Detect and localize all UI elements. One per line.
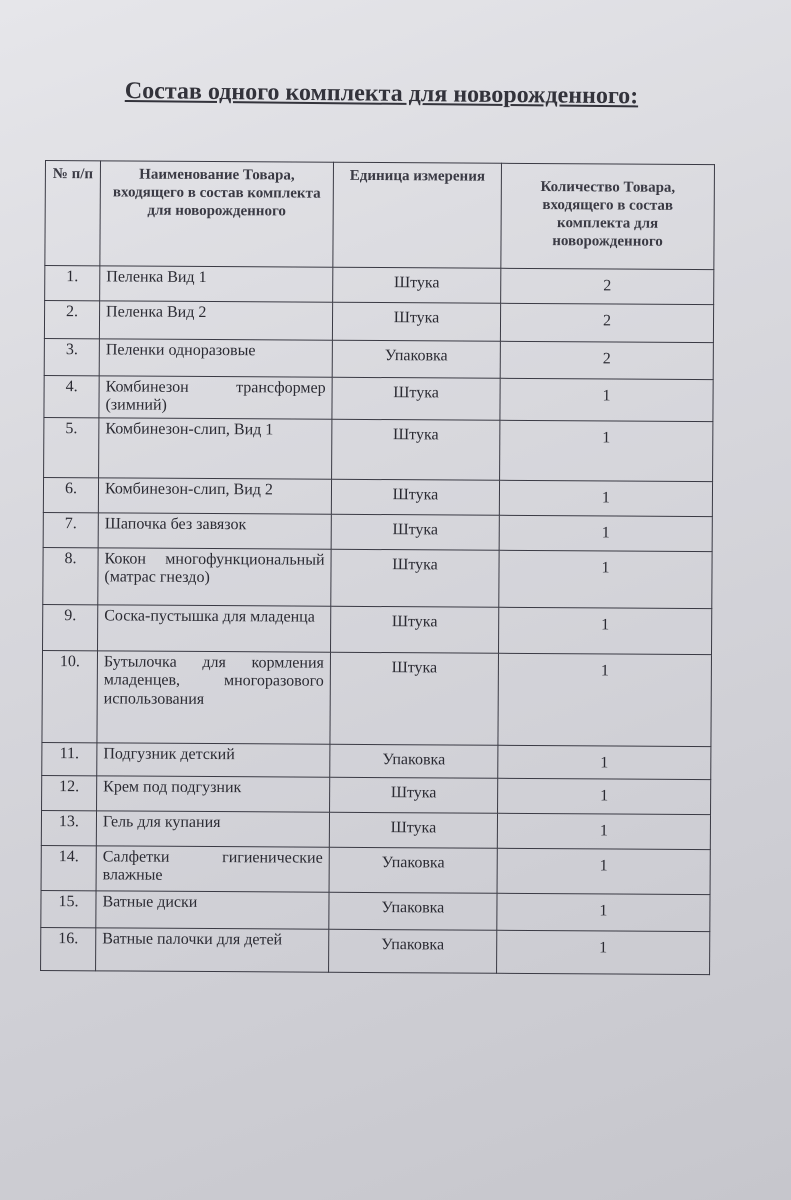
header-number: № п/п [45, 161, 101, 266]
table-row [44, 301, 713, 343]
row-number: 15. [41, 890, 96, 927]
table-row [43, 512, 712, 551]
row-number: 8. [43, 547, 98, 604]
row-number: 2. [44, 301, 99, 339]
item-unit: Штука [330, 606, 498, 653]
table-header-row [45, 161, 715, 270]
row-number: 1. [45, 266, 100, 301]
item-name: Шапочка без завязок [98, 513, 331, 549]
item-unit: Штука [331, 479, 499, 515]
item-name: Гель для купания [96, 811, 329, 847]
table-row [44, 375, 713, 421]
table-row [44, 417, 713, 481]
item-quantity: 1 [499, 550, 712, 608]
item-name: Комбинезон трансформер (зимний) [99, 376, 332, 419]
table-row [41, 890, 710, 931]
row-number: 16. [41, 927, 96, 970]
row-number: 5. [44, 417, 99, 477]
table-row [41, 927, 710, 974]
item-quantity: 1 [497, 893, 710, 931]
table-row [44, 338, 713, 379]
row-number: 11. [42, 742, 97, 775]
item-name: Ватные диски [96, 891, 329, 929]
item-quantity: 2 [500, 341, 713, 379]
item-unit: Штука [332, 302, 500, 341]
row-number: 6. [43, 477, 98, 512]
row-number: 10. [42, 650, 98, 742]
item-unit: Штука [332, 377, 500, 420]
item-unit: Штука [329, 812, 497, 848]
header-unit: Единица измерения [333, 162, 502, 268]
item-name: Крем под подгузник [97, 776, 330, 812]
item-unit: Упаковка [330, 744, 498, 778]
item-quantity: 1 [498, 607, 711, 654]
table-row [45, 266, 714, 305]
table-row [42, 742, 711, 779]
item-name: Соска-пустышка для младенца [98, 605, 331, 652]
item-quantity: 1 [499, 515, 712, 551]
row-number: 4. [44, 375, 99, 417]
item-quantity: 1 [498, 745, 711, 779]
row-number: 3. [44, 338, 99, 375]
header-name: Наименование Товара, входящего в состав комплекта для новорожденного [100, 161, 334, 267]
table-row [42, 650, 712, 746]
item-name: Бутылочка для кормления младенцев, многоразового использования [97, 651, 331, 744]
item-name: Салфетки гигиенические влажные [96, 846, 329, 892]
item-unit: Упаковка [332, 340, 500, 378]
item-quantity: 1 [497, 848, 710, 894]
item-quantity: 2 [501, 268, 714, 304]
table-row [41, 810, 710, 849]
item-unit: Упаковка [329, 847, 497, 893]
item-name: Пеленка Вид 1 [100, 266, 333, 302]
row-number: 14. [41, 845, 96, 890]
item-unit: Штука [331, 549, 499, 607]
item-quantity: 1 [497, 930, 710, 974]
header-quantity: Количество Товара, входящего в состав комплекта для новорожденного [501, 163, 715, 269]
row-number: 7. [43, 512, 98, 547]
item-name: Пеленка Вид 2 [99, 301, 332, 340]
item-unit: Штука [331, 514, 499, 550]
table-row [43, 604, 712, 654]
table-row [43, 477, 712, 516]
item-name: Ватные палочки для детей [96, 928, 329, 972]
item-name: Комбинезон-слип, Вид 2 [98, 478, 331, 514]
row-number: 12. [42, 775, 97, 810]
item-unit: Упаковка [329, 892, 497, 930]
item-unit: Штука [330, 777, 498, 813]
item-quantity: 2 [500, 303, 713, 342]
item-quantity: 1 [500, 420, 713, 481]
item-unit: Штука [333, 267, 501, 303]
row-number: 9. [43, 604, 98, 650]
table-row [42, 775, 711, 814]
item-quantity: 1 [498, 778, 711, 814]
row-number: 13. [41, 810, 96, 845]
table-row [41, 845, 710, 894]
item-name: Кокон многофункциональный (матрас гнездо) [98, 548, 331, 606]
item-quantity: 1 [498, 653, 712, 746]
document-title: Состав одного комплекта для новорожденного: [124, 78, 639, 110]
item-quantity: 1 [500, 378, 713, 421]
item-name: Комбинезон-слип, Вид 1 [99, 418, 332, 479]
table-row [43, 547, 712, 608]
item-name: Подгузник детский [97, 743, 330, 777]
item-name: Пеленки одноразовые [99, 339, 332, 377]
kit-contents-table [40, 160, 715, 975]
item-unit: Упаковка [329, 929, 497, 973]
item-quantity: 1 [499, 480, 712, 516]
item-unit: Штука [330, 652, 499, 745]
item-unit: Штука [332, 419, 500, 480]
item-quantity: 1 [497, 813, 710, 849]
